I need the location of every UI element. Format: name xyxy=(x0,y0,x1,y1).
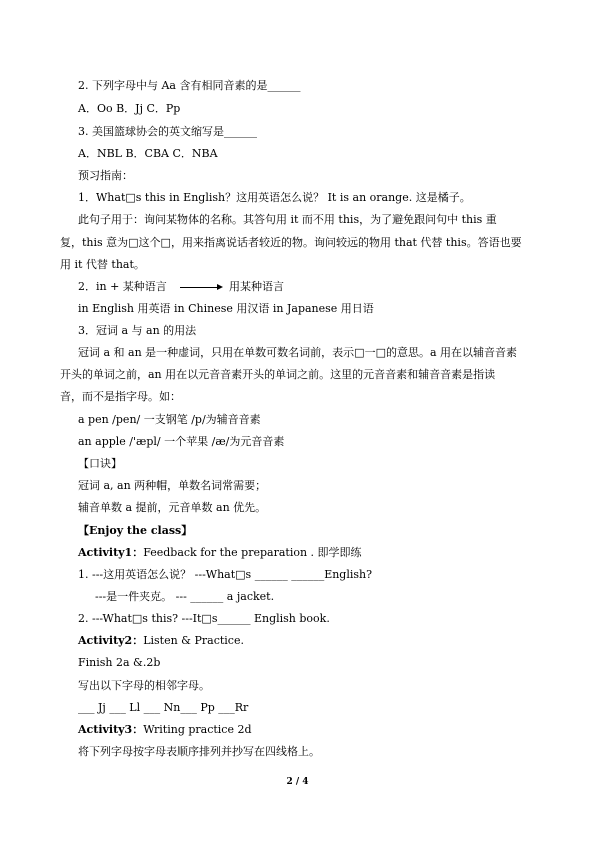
guide-point-2: 2．in + 某种语言 xyxy=(78,280,167,293)
activity1-text: Feedback for the preparation . 即学即练 xyxy=(143,546,362,559)
exercise-1a: 1. ---这用英语怎么说？ ---What□s ______ ______English? xyxy=(78,568,373,581)
q3-options: A．NBL B．CBA C．NBA xyxy=(78,147,218,160)
exercise-2: 2. ---What□s this? ---It□s______ English book. xyxy=(78,612,330,625)
example-a-pen: a pen /pen/ 一支钢笔 /p/为辅音音素 xyxy=(78,413,261,426)
alphabet-order-instruction: 将下列字母按字母表顺序排列并抄写在四线格上。 xyxy=(78,745,320,758)
q2-line: 2. 下列字母中与 Aa 含有相同音素的是______ xyxy=(78,79,301,92)
arrowhead-icon xyxy=(217,284,223,290)
q2-options: A．Oo B．Jj C．Pp xyxy=(78,102,181,115)
exercise-1b: ---是一件夹克。 --- ______ a jacket. xyxy=(95,590,275,603)
article-para-c: 音，而不是指字母。如： xyxy=(60,390,181,403)
rhyme-line-1: 冠词 a, an 两种帽，单数名词常需要； xyxy=(78,479,267,492)
guide-point-1: 1．What□s this in English？这用英语怎么说？ It is an orange. 这是橘子。 xyxy=(78,191,471,204)
article-para-a: 冠词 a 和 an 是一种虚词，只用在单数可数名词前，表示□一□的意思。a 用在以辅音音素 xyxy=(78,346,518,359)
activity2-label: Activity2： xyxy=(78,634,144,647)
example-an-apple: an apple /'æpl/ 一个苹果 /æ/为元音音素 xyxy=(78,435,285,448)
page-number: 2 / 4 xyxy=(286,777,309,787)
rhyme-line-2: 辅音单数 a 提前，元音单数 an 优先。 xyxy=(78,501,267,514)
guide-para-1c: 用 it 代替 that。 xyxy=(60,258,145,271)
activity3-label: Activity3： xyxy=(78,723,144,736)
rhyme-heading: 【口诀】 xyxy=(78,457,122,470)
activity1-label: Activity1： xyxy=(78,546,144,559)
guide-heading: 预习指南： xyxy=(78,169,133,182)
q3-line: 3. 美国篮球协会的英文缩写是______ xyxy=(78,125,257,138)
finish-line: Finish 2a &.2b xyxy=(78,656,161,669)
guide-point-3: 3．冠词 a 与 an 的用法 xyxy=(78,324,197,337)
activity2-text: Listen & Practice. xyxy=(143,634,244,647)
activity3-line xyxy=(78,723,595,737)
neighbor-letters-exercise: ___ Jj ___ Ll ___ Nn___ Pp ___Rr xyxy=(78,701,249,714)
guide-para-1a: 此句子用于：询问某物体的名称。其答句用 it 而不用 this，为了避免跟问句中 this 重 xyxy=(78,213,497,226)
article-para-b: 开头的单词之前，an 用在以元音音素开头的单词之前。这里的元音音素和辅音音素是指读 xyxy=(60,368,496,381)
activity3-text: Writing practice 2d xyxy=(143,723,252,736)
enjoy-class-heading: 【Enjoy the class】 xyxy=(78,524,193,537)
language-examples: in English 用英语 in Chinese 用汉语 in Japanese 用日语 xyxy=(78,302,374,315)
guide-point-2-result: 用某种语言 xyxy=(229,280,284,293)
activity2-line xyxy=(78,634,595,648)
guide-para-1b: 复，this 意为□这个□，用来指离说话者较近的物。询问较远的物用 that 代替 this。答语也要 xyxy=(60,236,522,249)
activity1-line xyxy=(78,546,595,560)
neighbor-letters-instruction: 写出以下字母的相邻字母。 xyxy=(78,679,210,692)
arrow-line xyxy=(180,287,217,288)
